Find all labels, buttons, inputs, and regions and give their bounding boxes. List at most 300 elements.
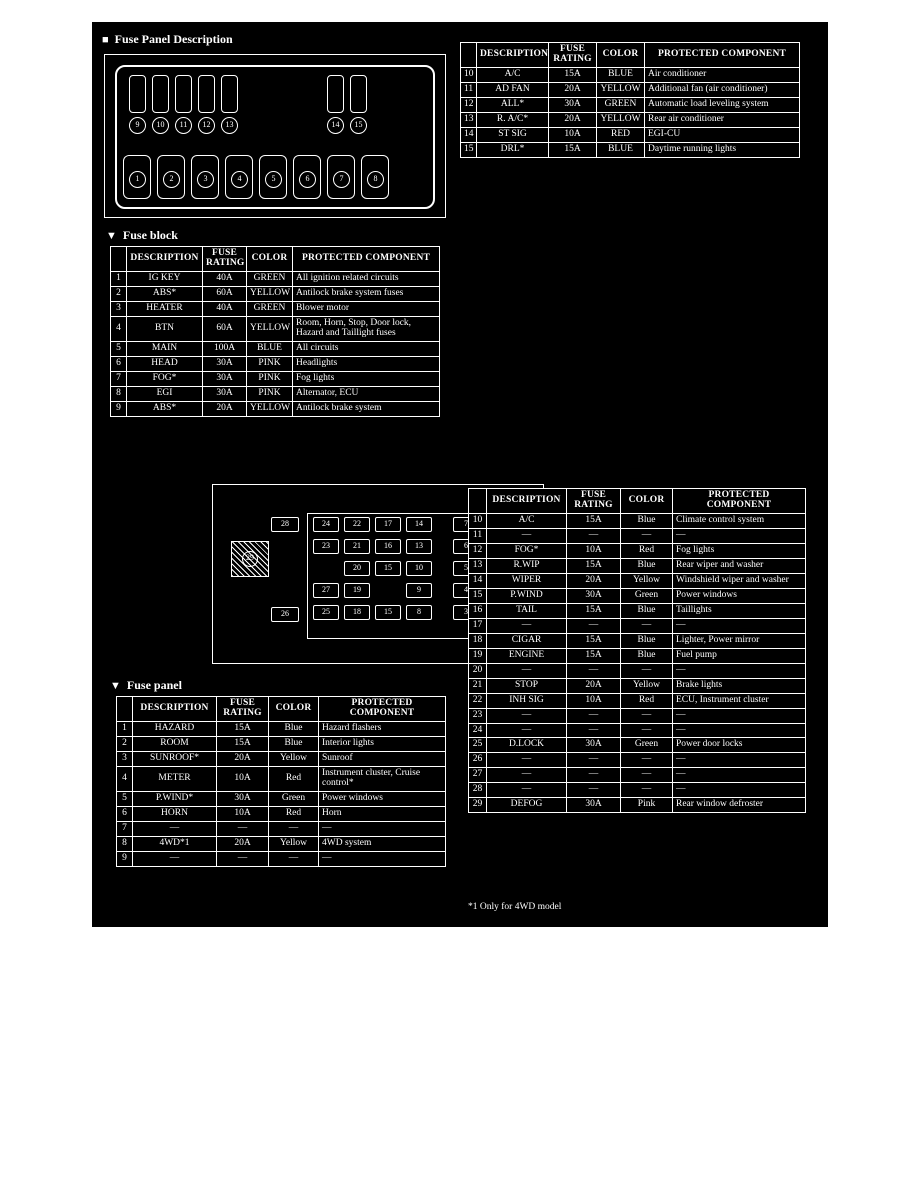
table-row	[469, 513, 806, 528]
cell-fuse-rating: 20A	[549, 82, 597, 97]
cell-number: 5	[111, 341, 127, 356]
cell-fuse-rating: —	[567, 528, 621, 543]
cell-color: RED	[597, 127, 645, 142]
table-row	[111, 401, 440, 416]
cell-protected-component: Fog lights	[673, 543, 806, 558]
cell-fuse-rating: 30A	[567, 588, 621, 603]
panel-label-29: 29	[242, 551, 258, 567]
col-number	[111, 247, 127, 272]
cell-fuse-rating: 30A	[203, 371, 247, 386]
cell-color: YELLOW	[247, 286, 293, 301]
cell-number: 4	[117, 766, 133, 791]
cell-protected-component: Fuel pump	[673, 648, 806, 663]
cell-fuse-rating: —	[217, 821, 269, 836]
square-marker-icon: ■	[102, 34, 109, 46]
cell-number: 7	[111, 371, 127, 386]
table-header-row	[469, 489, 806, 514]
cell-description: R. A/C*	[477, 112, 549, 127]
cell-number: 25	[469, 738, 487, 753]
table-row	[461, 127, 800, 142]
cell-description: ABS*	[127, 401, 203, 416]
table-row	[469, 603, 806, 618]
table-row	[469, 573, 806, 588]
table-row	[469, 783, 806, 798]
table-header-row	[461, 43, 800, 68]
diagram-label-4: 4	[231, 171, 248, 188]
cell-fuse-rating: 15A	[549, 142, 597, 157]
col-protected-component: PROTECTED COMPONENT	[645, 43, 800, 68]
cell-fuse-rating: —	[567, 708, 621, 723]
cell-color: YELLOW	[247, 401, 293, 416]
cell-color: GREEN	[597, 97, 645, 112]
cell-description: —	[487, 783, 567, 798]
cell-protected-component: —	[673, 618, 806, 633]
col-number	[461, 43, 477, 68]
cell-number: 6	[111, 356, 127, 371]
table-row	[461, 67, 800, 82]
cell-fuse-rating: —	[567, 663, 621, 678]
section-title-text: Fuse Panel Description	[114, 32, 233, 46]
table-row	[469, 543, 806, 558]
engine-relay-fuse-table	[460, 42, 800, 158]
cell-fuse-rating: 20A	[567, 573, 621, 588]
panel-tag-23: 23	[313, 539, 339, 554]
cell-protected-component: Windshield wiper and washer	[673, 573, 806, 588]
cell-fuse-rating: 15A	[217, 721, 269, 736]
table-row	[469, 588, 806, 603]
col-number	[117, 697, 133, 722]
table-row	[111, 316, 440, 341]
diagram-label-1: 1	[129, 171, 146, 188]
cell-description: METER	[133, 766, 217, 791]
cell-color: —	[621, 753, 673, 768]
cell-number: 27	[469, 768, 487, 783]
cell-description: WIPER	[487, 573, 567, 588]
panel-tag-7: 7	[453, 517, 479, 532]
cell-number: 2	[111, 286, 127, 301]
cell-fuse-rating: 10A	[217, 806, 269, 821]
cell-description: P.WIND	[487, 588, 567, 603]
cell-color: Blue	[269, 736, 319, 751]
table-row	[469, 558, 806, 573]
col-description: DESCRIPTION	[477, 43, 549, 68]
triangle-marker-icon: ▼	[106, 230, 117, 242]
cell-fuse-rating: 15A	[567, 648, 621, 663]
cell-protected-component: Antilock brake system	[293, 401, 440, 416]
cell-protected-component: Additional fan (air conditioner)	[645, 82, 800, 97]
col-description: DESCRIPTION	[127, 247, 203, 272]
col-fuse-rating: FUSE RATING	[203, 247, 247, 272]
panel-tag-10: 10	[406, 561, 432, 576]
diagram-label-11: 11	[175, 117, 192, 134]
table-row	[111, 286, 440, 301]
cell-description: —	[487, 723, 567, 738]
cell-description: AD FAN	[477, 82, 549, 97]
cell-description: ROOM	[133, 736, 217, 751]
cell-color: PINK	[247, 371, 293, 386]
cell-description: P.WIND*	[133, 791, 217, 806]
cell-fuse-rating: 15A	[217, 736, 269, 751]
cell-number: 29	[469, 798, 487, 813]
panel-tag-5: 5	[453, 561, 479, 576]
panel-tag-27: 27	[313, 583, 339, 598]
cell-protected-component: —	[673, 768, 806, 783]
cell-color: Blue	[621, 648, 673, 663]
table-row	[469, 648, 806, 663]
table-header-row	[111, 247, 440, 272]
cell-color: Yellow	[269, 836, 319, 851]
cell-protected-component: Headlights	[293, 356, 440, 371]
cell-color: —	[621, 768, 673, 783]
col-protected-component: PROTECTED COMPONENT	[673, 489, 806, 514]
cell-number: 8	[111, 386, 127, 401]
diagram-label-8: 8	[367, 171, 384, 188]
panel-tag-8: 8	[406, 605, 432, 620]
panel-tag-25: 25	[313, 605, 339, 620]
cell-protected-component: Horn	[319, 806, 446, 821]
cell-fuse-rating: 20A	[217, 751, 269, 766]
cell-number: 16	[469, 603, 487, 618]
cell-color: Blue	[269, 721, 319, 736]
cell-number: 10	[469, 513, 487, 528]
cell-color: Red	[621, 543, 673, 558]
cell-description: A/C	[477, 67, 549, 82]
cell-number: 11	[469, 528, 487, 543]
cell-protected-component: —	[673, 528, 806, 543]
cell-color: Yellow	[621, 678, 673, 693]
cell-color: —	[621, 723, 673, 738]
cell-number: 12	[469, 543, 487, 558]
table-row	[469, 528, 806, 543]
cell-fuse-rating: 60A	[203, 286, 247, 301]
cell-color: BLUE	[597, 142, 645, 157]
cell-protected-component: ECU, Instrument cluster	[673, 693, 806, 708]
table-row	[111, 341, 440, 356]
panel-tag-9: 9	[406, 583, 432, 598]
cell-fuse-rating: —	[567, 723, 621, 738]
table-row	[469, 768, 806, 783]
cell-color: Green	[621, 738, 673, 753]
table-row	[469, 633, 806, 648]
cell-description: D.LOCK	[487, 738, 567, 753]
col-description: DESCRIPTION	[487, 489, 567, 514]
fuse-panel-left-table-body	[117, 721, 446, 866]
cell-color: Blue	[621, 633, 673, 648]
cell-description: DEFOG	[487, 798, 567, 813]
cell-protected-component: Hazard flashers	[319, 721, 446, 736]
cell-color: BLUE	[597, 67, 645, 82]
cell-fuse-rating: 20A	[549, 112, 597, 127]
panel-tag-22: 22	[344, 517, 370, 532]
triangle-marker-icon-2: ▼	[110, 680, 121, 692]
cell-description: A/C	[487, 513, 567, 528]
cell-protected-component: All ignition related circuits	[293, 271, 440, 286]
col-number	[469, 489, 487, 514]
cell-color: GREEN	[247, 301, 293, 316]
col-fuse-rating: FUSE RATING	[217, 697, 269, 722]
diagram-label-2: 2	[163, 171, 180, 188]
cell-color: PINK	[247, 386, 293, 401]
cell-fuse-rating: 10A	[549, 127, 597, 142]
cell-protected-component: Sunroof	[319, 751, 446, 766]
cell-protected-component: Power windows	[673, 588, 806, 603]
cell-protected-component: —	[673, 663, 806, 678]
cell-description: —	[487, 708, 567, 723]
panel-tag-3: 3	[453, 605, 479, 620]
cell-number: 10	[461, 67, 477, 82]
col-protected-component: PROTECTED COMPONENT	[319, 697, 446, 722]
cell-protected-component: Rear air conditioner	[645, 112, 800, 127]
manual-page	[92, 22, 828, 927]
cell-description: HEAD	[127, 356, 203, 371]
cell-number: 26	[469, 753, 487, 768]
cell-color: Blue	[621, 603, 673, 618]
panel-tag-13: 13	[406, 539, 432, 554]
panel-tag-16: 16	[375, 539, 401, 554]
cell-number: 17	[469, 618, 487, 633]
cell-description: BTN	[127, 316, 203, 341]
cell-protected-component: Fog lights	[293, 371, 440, 386]
cell-fuse-rating: —	[567, 768, 621, 783]
cell-number: 15	[461, 142, 477, 157]
cell-fuse-rating: 10A	[567, 543, 621, 558]
panel-tag-17: 17	[375, 517, 401, 532]
section-header-fuse-block	[106, 228, 178, 243]
cell-description: FOG*	[487, 543, 567, 558]
cell-number: 13	[461, 112, 477, 127]
cell-number: 1	[111, 271, 127, 286]
panel-tag-14: 14	[406, 517, 432, 532]
cell-description: INH SIG	[487, 693, 567, 708]
cell-color: —	[269, 821, 319, 836]
cell-description: IG KEY	[127, 271, 203, 286]
cell-number: 9	[111, 401, 127, 416]
section-header-fuse-panel	[110, 678, 182, 693]
cell-color: YELLOW	[597, 82, 645, 97]
cell-fuse-rating: 10A	[567, 693, 621, 708]
cell-number: 6	[117, 806, 133, 821]
cell-description: —	[487, 753, 567, 768]
cell-fuse-rating: 60A	[203, 316, 247, 341]
cell-number: 18	[469, 633, 487, 648]
cell-color: Red	[621, 693, 673, 708]
cell-description: —	[487, 768, 567, 783]
cell-description: —	[133, 851, 217, 866]
cell-description: EGI	[127, 386, 203, 401]
cell-description: R.WIP	[487, 558, 567, 573]
cell-number: 24	[469, 723, 487, 738]
cell-protected-component: Lighter, Power mirror	[673, 633, 806, 648]
cell-number: 21	[469, 678, 487, 693]
cell-fuse-rating: 15A	[567, 633, 621, 648]
col-color: COLOR	[269, 697, 319, 722]
cell-description: ENGINE	[487, 648, 567, 663]
cell-fuse-rating: 20A	[567, 678, 621, 693]
cell-protected-component: 4WD system	[319, 836, 446, 851]
cell-number: 14	[469, 573, 487, 588]
cell-number: 23	[469, 708, 487, 723]
table-row	[117, 806, 446, 821]
cell-number: 15	[469, 588, 487, 603]
table-row	[469, 678, 806, 693]
cell-number: 20	[469, 663, 487, 678]
table-row	[111, 386, 440, 401]
engine-fuse-box-diagram	[104, 54, 446, 218]
cell-protected-component: Instrument cluster, Cruise control*	[319, 766, 446, 791]
table-row	[461, 97, 800, 112]
cell-description: TAIL	[487, 603, 567, 618]
cell-fuse-rating: 20A	[203, 401, 247, 416]
cell-description: HAZARD	[133, 721, 217, 736]
cell-protected-component: —	[319, 821, 446, 836]
fuse-panel-right-table-body	[469, 513, 806, 812]
cell-fuse-rating: 15A	[549, 67, 597, 82]
cell-protected-component: Climate control system	[673, 513, 806, 528]
table-row	[469, 663, 806, 678]
cell-fuse-rating: 40A	[203, 301, 247, 316]
cell-protected-component: —	[673, 753, 806, 768]
table-row	[469, 753, 806, 768]
cell-fuse-rating: 30A	[567, 798, 621, 813]
cell-color: Yellow	[269, 751, 319, 766]
diagram-label-15: 15	[350, 117, 367, 134]
cell-fuse-rating: 15A	[567, 603, 621, 618]
table-row	[117, 721, 446, 736]
cell-protected-component: —	[673, 723, 806, 738]
cell-color: BLUE	[247, 341, 293, 356]
cell-protected-component: All circuits	[293, 341, 440, 356]
cell-description: HEATER	[127, 301, 203, 316]
cell-fuse-rating: 30A	[203, 356, 247, 371]
engine-relay-table-body	[461, 67, 800, 157]
cell-fuse-rating: 30A	[217, 791, 269, 806]
cell-protected-component: Brake lights	[673, 678, 806, 693]
cell-protected-component: Taillights	[673, 603, 806, 618]
cell-protected-component: Alternator, ECU	[293, 386, 440, 401]
cell-color: Blue	[621, 513, 673, 528]
cell-description: MAIN	[127, 341, 203, 356]
cell-color: YELLOW	[247, 316, 293, 341]
cell-protected-component: Rear wiper and washer	[673, 558, 806, 573]
panel-tag-4: 4	[453, 583, 479, 598]
diagram-label-7: 7	[333, 171, 350, 188]
cell-number: 1	[117, 721, 133, 736]
cell-number: 14	[461, 127, 477, 142]
cell-fuse-rating: 15A	[567, 513, 621, 528]
panel-tag-24: 24	[313, 517, 339, 532]
col-protected-component: PROTECTED COMPONENT	[293, 247, 440, 272]
table-row	[469, 708, 806, 723]
fuse-block-table-body	[111, 271, 440, 416]
cell-protected-component: Power door locks	[673, 738, 806, 753]
fuse-panel-right-table	[468, 488, 806, 813]
cell-protected-component: Antilock brake system fuses	[293, 286, 440, 301]
cell-fuse-rating: 30A	[549, 97, 597, 112]
cell-description: FOG*	[127, 371, 203, 386]
panel-tag-15: 15	[375, 561, 401, 576]
diagram-label-12: 12	[198, 117, 215, 134]
cell-protected-component: Daytime running lights	[645, 142, 800, 157]
cell-color: —	[621, 528, 673, 543]
cell-number: 12	[461, 97, 477, 112]
cell-description: SUNROOF*	[133, 751, 217, 766]
cell-number: 11	[461, 82, 477, 97]
cell-fuse-rating: 40A	[203, 271, 247, 286]
cell-color: —	[621, 618, 673, 633]
table-row	[461, 112, 800, 127]
cell-color: —	[269, 851, 319, 866]
panel-tag-28: 28	[271, 517, 299, 532]
cell-description: ST SIG	[477, 127, 549, 142]
footnote-4wd: *1 Only for 4WD model	[468, 902, 562, 912]
cell-protected-component: —	[319, 851, 446, 866]
col-fuse-rating: FUSE RATING	[567, 489, 621, 514]
cell-color: —	[621, 663, 673, 678]
cell-color: GREEN	[247, 271, 293, 286]
table-row	[117, 766, 446, 791]
cell-number: 22	[469, 693, 487, 708]
cell-protected-component: EGI-CU	[645, 127, 800, 142]
cell-fuse-rating: —	[567, 753, 621, 768]
cell-color: YELLOW	[597, 112, 645, 127]
cell-description: 4WD*1	[133, 836, 217, 851]
table-row	[469, 738, 806, 753]
cell-color: —	[621, 783, 673, 798]
cell-color: —	[621, 708, 673, 723]
cell-protected-component: Room, Horn, Stop, Door lock, Hazard and Taillight fuses	[293, 316, 440, 341]
table-row	[469, 798, 806, 813]
cell-protected-component: Interior lights	[319, 736, 446, 751]
table-row	[461, 82, 800, 97]
cell-color: Red	[269, 806, 319, 821]
panel-tag-15b: 15	[375, 605, 401, 620]
cell-protected-component: Blower motor	[293, 301, 440, 316]
cell-protected-component: —	[673, 783, 806, 798]
cell-fuse-rating: 20A	[217, 836, 269, 851]
cell-color: Yellow	[621, 573, 673, 588]
table-row	[461, 142, 800, 157]
panel-tag-21: 21	[344, 539, 370, 554]
table-row	[469, 618, 806, 633]
cell-number: 9	[117, 851, 133, 866]
cell-color: Red	[269, 766, 319, 791]
panel-tag-19: 19	[344, 583, 370, 598]
cell-description: ABS*	[127, 286, 203, 301]
cell-number: 5	[117, 791, 133, 806]
diagram-label-14: 14	[327, 117, 344, 134]
panel-tag-26: 26	[271, 607, 299, 622]
col-color: COLOR	[597, 43, 645, 68]
diagram-label-10: 10	[152, 117, 169, 134]
col-color: COLOR	[621, 489, 673, 514]
cell-description: —	[487, 618, 567, 633]
cell-protected-component: Rear window defroster	[673, 798, 806, 813]
table-row	[111, 356, 440, 371]
cell-fuse-rating: —	[217, 851, 269, 866]
cell-number: 28	[469, 783, 487, 798]
diagram-label-13: 13	[221, 117, 238, 134]
table-row	[469, 723, 806, 738]
cell-color: Blue	[621, 558, 673, 573]
cell-description: DRL*	[477, 142, 549, 157]
diagram-label-6: 6	[299, 171, 316, 188]
cell-protected-component: Automatic load leveling system	[645, 97, 800, 112]
table-row	[117, 751, 446, 766]
table-row	[117, 791, 446, 806]
cell-description: ALL*	[477, 97, 549, 112]
cell-number: 4	[111, 316, 127, 341]
diagram-label-5: 5	[265, 171, 282, 188]
